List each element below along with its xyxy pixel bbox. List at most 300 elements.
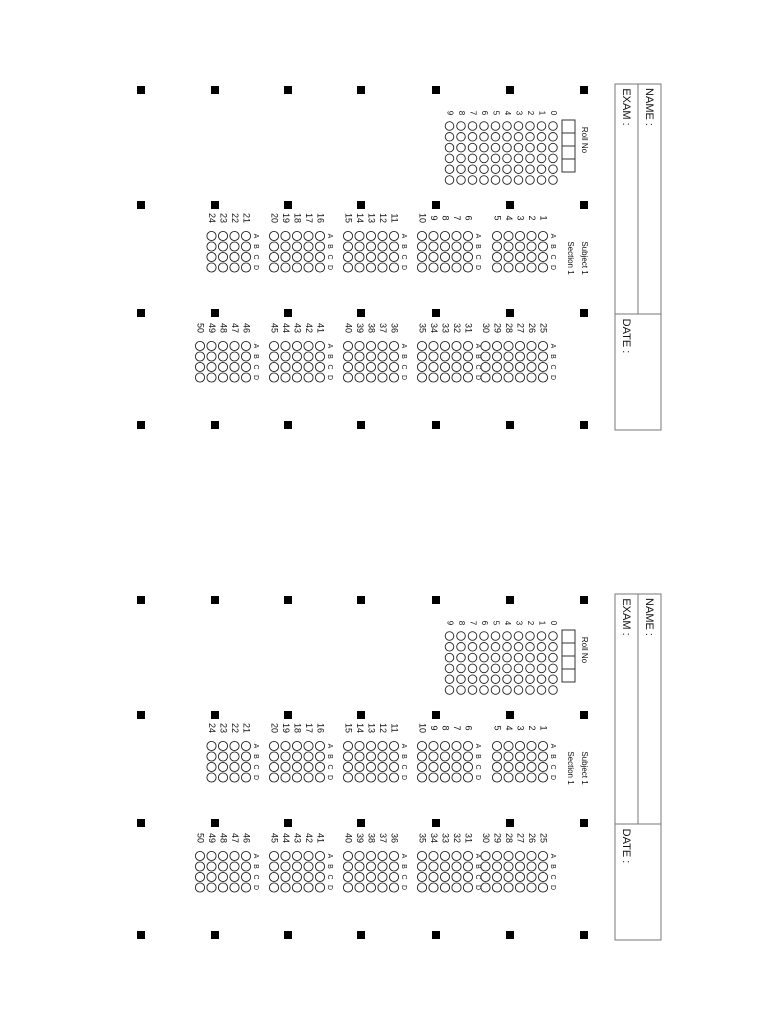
answer-bubble[interactable] [389, 242, 398, 251]
answer-bubble[interactable] [429, 872, 438, 881]
answer-bubble[interactable] [417, 752, 426, 761]
answer-bubble[interactable] [452, 252, 461, 261]
answer-bubble[interactable] [378, 741, 387, 750]
answer-bubble[interactable] [504, 851, 513, 860]
answer-bubble[interactable] [504, 862, 513, 871]
answer-bubble[interactable] [492, 352, 501, 361]
answer-bubble[interactable] [230, 872, 239, 881]
answer-bubble[interactable] [292, 252, 301, 261]
roll-no-entry-box[interactable] [562, 630, 575, 643]
answer-bubble[interactable] [281, 851, 290, 860]
roll-bubble[interactable] [537, 165, 546, 174]
answer-bubble[interactable] [463, 762, 472, 771]
name-label[interactable]: NAME : [643, 598, 656, 636]
answer-bubble[interactable] [452, 883, 461, 892]
answer-bubble[interactable] [452, 352, 461, 361]
answer-bubble[interactable] [241, 352, 250, 361]
answer-bubble[interactable] [429, 352, 438, 361]
roll-bubble[interactable] [549, 686, 558, 695]
answer-bubble[interactable] [304, 862, 313, 871]
roll-bubble[interactable] [537, 176, 546, 185]
answer-bubble[interactable] [440, 872, 449, 881]
answer-bubble[interactable] [538, 773, 547, 782]
roll-bubble[interactable] [549, 176, 558, 185]
roll-bubble[interactable] [457, 176, 466, 185]
answer-bubble[interactable] [389, 231, 398, 240]
roll-bubble[interactable] [491, 143, 500, 152]
answer-bubble[interactable] [355, 752, 364, 761]
roll-bubble[interactable] [480, 176, 489, 185]
answer-bubble[interactable] [355, 773, 364, 782]
roll-bubble[interactable] [480, 154, 489, 163]
answer-bubble[interactable] [452, 872, 461, 881]
answer-bubble[interactable] [230, 862, 239, 871]
answer-bubble[interactable] [389, 872, 398, 881]
answer-bubble[interactable] [527, 231, 536, 240]
roll-bubble[interactable] [468, 133, 477, 142]
answer-bubble[interactable] [515, 341, 524, 350]
roll-bubble[interactable] [445, 133, 454, 142]
answer-bubble[interactable] [429, 263, 438, 272]
answer-bubble[interactable] [538, 362, 547, 371]
answer-bubble[interactable] [355, 862, 364, 871]
answer-bubble[interactable] [218, 231, 227, 240]
roll-bubble[interactable] [549, 653, 558, 662]
answer-bubble[interactable] [440, 741, 449, 750]
answer-bubble[interactable] [481, 851, 490, 860]
roll-bubble[interactable] [468, 165, 477, 174]
answer-bubble[interactable] [492, 752, 501, 761]
roll-bubble[interactable] [526, 632, 535, 641]
answer-bubble[interactable] [304, 231, 313, 240]
roll-bubble[interactable] [537, 133, 546, 142]
roll-bubble[interactable] [480, 643, 489, 652]
answer-bubble[interactable] [504, 231, 513, 240]
answer-bubble[interactable] [417, 773, 426, 782]
roll-bubble[interactable] [549, 154, 558, 163]
answer-bubble[interactable] [389, 773, 398, 782]
roll-bubble[interactable] [514, 675, 523, 684]
answer-bubble[interactable] [389, 762, 398, 771]
answer-bubble[interactable] [481, 862, 490, 871]
roll-no-entry-box[interactable] [562, 133, 575, 146]
answer-bubble[interactable] [315, 341, 324, 350]
roll-bubble[interactable] [468, 122, 477, 131]
answer-bubble[interactable] [463, 252, 472, 261]
answer-bubble[interactable] [207, 862, 216, 871]
answer-bubble[interactable] [218, 242, 227, 251]
answer-bubble[interactable] [343, 231, 352, 240]
answer-bubble[interactable] [452, 231, 461, 240]
answer-bubble[interactable] [269, 362, 278, 371]
roll-bubble[interactable] [526, 154, 535, 163]
answer-bubble[interactable] [527, 263, 536, 272]
answer-bubble[interactable] [207, 263, 216, 272]
roll-bubble[interactable] [526, 675, 535, 684]
answer-bubble[interactable] [492, 242, 501, 251]
answer-bubble[interactable] [281, 373, 290, 382]
answer-bubble[interactable] [292, 773, 301, 782]
answer-bubble[interactable] [343, 362, 352, 371]
answer-bubble[interactable] [378, 231, 387, 240]
answer-bubble[interactable] [292, 373, 301, 382]
answer-bubble[interactable] [230, 341, 239, 350]
answer-bubble[interactable] [463, 373, 472, 382]
answer-bubble[interactable] [463, 362, 472, 371]
answer-bubble[interactable] [527, 762, 536, 771]
answer-bubble[interactable] [527, 773, 536, 782]
roll-bubble[interactable] [480, 632, 489, 641]
answer-bubble[interactable] [230, 762, 239, 771]
answer-bubble[interactable] [538, 263, 547, 272]
answer-bubble[interactable] [440, 362, 449, 371]
answer-bubble[interactable] [378, 752, 387, 761]
roll-bubble[interactable] [537, 664, 546, 673]
answer-bubble[interactable] [292, 741, 301, 750]
roll-bubble[interactable] [480, 133, 489, 142]
answer-bubble[interactable] [389, 883, 398, 892]
answer-bubble[interactable] [452, 752, 461, 761]
answer-bubble[interactable] [315, 741, 324, 750]
answer-bubble[interactable] [515, 373, 524, 382]
answer-bubble[interactable] [355, 762, 364, 771]
roll-bubble[interactable] [514, 133, 523, 142]
answer-bubble[interactable] [230, 231, 239, 240]
answer-bubble[interactable] [452, 341, 461, 350]
answer-bubble[interactable] [355, 851, 364, 860]
answer-bubble[interactable] [527, 352, 536, 361]
answer-bubble[interactable] [355, 263, 364, 272]
name-label[interactable]: NAME : [643, 88, 656, 126]
answer-bubble[interactable] [343, 352, 352, 361]
answer-bubble[interactable] [463, 862, 472, 871]
answer-bubble[interactable] [417, 851, 426, 860]
answer-bubble[interactable] [343, 252, 352, 261]
answer-bubble[interactable] [492, 862, 501, 871]
answer-bubble[interactable] [538, 373, 547, 382]
answer-bubble[interactable] [304, 872, 313, 881]
answer-bubble[interactable] [343, 851, 352, 860]
answer-bubble[interactable] [281, 883, 290, 892]
roll-bubble[interactable] [457, 675, 466, 684]
answer-bubble[interactable] [343, 242, 352, 251]
answer-bubble[interactable] [218, 352, 227, 361]
answer-bubble[interactable] [241, 872, 250, 881]
answer-bubble[interactable] [218, 872, 227, 881]
roll-bubble[interactable] [491, 154, 500, 163]
roll-bubble[interactable] [503, 653, 512, 662]
roll-bubble[interactable] [537, 643, 546, 652]
answer-bubble[interactable] [527, 883, 536, 892]
answer-bubble[interactable] [440, 341, 449, 350]
answer-bubble[interactable] [281, 741, 290, 750]
answer-bubble[interactable] [315, 773, 324, 782]
answer-bubble[interactable] [218, 263, 227, 272]
answer-bubble[interactable] [538, 252, 547, 261]
answer-bubble[interactable] [440, 373, 449, 382]
roll-bubble[interactable] [445, 664, 454, 673]
roll-bubble[interactable] [457, 143, 466, 152]
answer-bubble[interactable] [366, 862, 375, 871]
answer-bubble[interactable] [207, 252, 216, 261]
answer-bubble[interactable] [389, 862, 398, 871]
answer-bubble[interactable] [417, 341, 426, 350]
answer-bubble[interactable] [538, 752, 547, 761]
roll-bubble[interactable] [491, 122, 500, 131]
roll-bubble[interactable] [503, 165, 512, 174]
answer-bubble[interactable] [492, 252, 501, 261]
answer-bubble[interactable] [492, 762, 501, 771]
answer-bubble[interactable] [452, 862, 461, 871]
roll-bubble[interactable] [468, 143, 477, 152]
answer-bubble[interactable] [195, 352, 204, 361]
answer-bubble[interactable] [315, 352, 324, 361]
answer-bubble[interactable] [281, 872, 290, 881]
roll-bubble[interactable] [514, 664, 523, 673]
answer-bubble[interactable] [281, 862, 290, 871]
answer-bubble[interactable] [315, 242, 324, 251]
answer-bubble[interactable] [343, 373, 352, 382]
answer-bubble[interactable] [281, 341, 290, 350]
roll-no-entry-box[interactable] [562, 120, 575, 133]
answer-bubble[interactable] [515, 862, 524, 871]
answer-bubble[interactable] [481, 872, 490, 881]
roll-bubble[interactable] [457, 664, 466, 673]
answer-bubble[interactable] [452, 242, 461, 251]
answer-bubble[interactable] [538, 862, 547, 871]
roll-bubble[interactable] [503, 686, 512, 695]
roll-bubble[interactable] [514, 154, 523, 163]
answer-bubble[interactable] [230, 263, 239, 272]
answer-bubble[interactable] [269, 373, 278, 382]
answer-bubble[interactable] [343, 741, 352, 750]
roll-bubble[interactable] [549, 165, 558, 174]
roll-bubble[interactable] [514, 653, 523, 662]
answer-bubble[interactable] [195, 851, 204, 860]
answer-bubble[interactable] [452, 263, 461, 272]
answer-bubble[interactable] [292, 862, 301, 871]
answer-bubble[interactable] [463, 741, 472, 750]
answer-bubble[interactable] [315, 862, 324, 871]
answer-bubble[interactable] [241, 773, 250, 782]
answer-bubble[interactable] [429, 341, 438, 350]
answer-bubble[interactable] [304, 352, 313, 361]
answer-bubble[interactable] [440, 231, 449, 240]
roll-bubble[interactable] [514, 143, 523, 152]
answer-bubble[interactable] [504, 362, 513, 371]
answer-bubble[interactable] [389, 362, 398, 371]
answer-bubble[interactable] [207, 872, 216, 881]
answer-bubble[interactable] [463, 883, 472, 892]
answer-bubble[interactable] [389, 851, 398, 860]
answer-bubble[interactable] [527, 242, 536, 251]
answer-bubble[interactable] [292, 263, 301, 272]
answer-bubble[interactable] [218, 762, 227, 771]
answer-bubble[interactable] [429, 252, 438, 261]
answer-bubble[interactable] [527, 851, 536, 860]
answer-bubble[interactable] [281, 362, 290, 371]
roll-bubble[interactable] [457, 165, 466, 174]
roll-bubble[interactable] [549, 675, 558, 684]
roll-bubble[interactable] [491, 675, 500, 684]
roll-bubble[interactable] [445, 643, 454, 652]
answer-bubble[interactable] [218, 752, 227, 761]
answer-bubble[interactable] [230, 373, 239, 382]
answer-bubble[interactable] [207, 773, 216, 782]
answer-bubble[interactable] [315, 263, 324, 272]
answer-bubble[interactable] [366, 851, 375, 860]
answer-bubble[interactable] [343, 872, 352, 881]
answer-bubble[interactable] [463, 263, 472, 272]
answer-bubble[interactable] [538, 231, 547, 240]
answer-bubble[interactable] [207, 352, 216, 361]
roll-bubble[interactable] [457, 643, 466, 652]
answer-bubble[interactable] [241, 263, 250, 272]
answer-bubble[interactable] [292, 352, 301, 361]
answer-bubble[interactable] [440, 352, 449, 361]
answer-bubble[interactable] [492, 362, 501, 371]
answer-bubble[interactable] [378, 341, 387, 350]
answer-bubble[interactable] [343, 862, 352, 871]
answer-bubble[interactable] [241, 752, 250, 761]
answer-bubble[interactable] [355, 352, 364, 361]
answer-bubble[interactable] [538, 741, 547, 750]
answer-bubble[interactable] [515, 252, 524, 261]
answer-bubble[interactable] [504, 373, 513, 382]
roll-bubble[interactable] [526, 686, 535, 695]
answer-bubble[interactable] [440, 252, 449, 261]
answer-bubble[interactable] [538, 872, 547, 881]
answer-bubble[interactable] [343, 341, 352, 350]
answer-bubble[interactable] [230, 741, 239, 750]
answer-bubble[interactable] [315, 883, 324, 892]
answer-bubble[interactable] [429, 362, 438, 371]
answer-bubble[interactable] [269, 242, 278, 251]
answer-bubble[interactable] [378, 263, 387, 272]
answer-bubble[interactable] [315, 872, 324, 881]
roll-bubble[interactable] [514, 165, 523, 174]
answer-bubble[interactable] [515, 263, 524, 272]
roll-bubble[interactable] [491, 165, 500, 174]
answer-bubble[interactable] [281, 242, 290, 251]
answer-bubble[interactable] [492, 231, 501, 240]
roll-bubble[interactable] [514, 686, 523, 695]
roll-bubble[interactable] [445, 686, 454, 695]
answer-bubble[interactable] [207, 883, 216, 892]
answer-bubble[interactable] [355, 362, 364, 371]
answer-bubble[interactable] [452, 362, 461, 371]
answer-bubble[interactable] [463, 352, 472, 361]
roll-bubble[interactable] [503, 632, 512, 641]
exam-label[interactable]: EXAM : [620, 88, 633, 126]
answer-bubble[interactable] [515, 872, 524, 881]
answer-bubble[interactable] [304, 883, 313, 892]
answer-bubble[interactable] [281, 352, 290, 361]
answer-bubble[interactable] [230, 883, 239, 892]
answer-bubble[interactable] [269, 352, 278, 361]
roll-bubble[interactable] [457, 632, 466, 641]
answer-bubble[interactable] [304, 263, 313, 272]
answer-bubble[interactable] [452, 851, 461, 860]
answer-bubble[interactable] [504, 352, 513, 361]
roll-bubble[interactable] [537, 675, 546, 684]
answer-bubble[interactable] [355, 872, 364, 881]
answer-bubble[interactable] [281, 231, 290, 240]
answer-bubble[interactable] [452, 741, 461, 750]
answer-bubble[interactable] [230, 773, 239, 782]
answer-bubble[interactable] [292, 362, 301, 371]
answer-bubble[interactable] [515, 851, 524, 860]
answer-bubble[interactable] [515, 362, 524, 371]
roll-bubble[interactable] [468, 632, 477, 641]
answer-bubble[interactable] [378, 762, 387, 771]
answer-bubble[interactable] [315, 362, 324, 371]
roll-bubble[interactable] [480, 653, 489, 662]
answer-bubble[interactable] [527, 362, 536, 371]
answer-bubble[interactable] [429, 242, 438, 251]
answer-bubble[interactable] [452, 773, 461, 782]
roll-bubble[interactable] [468, 176, 477, 185]
date-label[interactable]: DATE : [620, 318, 633, 354]
answer-bubble[interactable] [315, 752, 324, 761]
answer-bubble[interactable] [315, 851, 324, 860]
answer-bubble[interactable] [504, 741, 513, 750]
answer-bubble[interactable] [515, 883, 524, 892]
roll-bubble[interactable] [526, 133, 535, 142]
roll-bubble[interactable] [549, 122, 558, 131]
answer-bubble[interactable] [515, 752, 524, 761]
answer-bubble[interactable] [207, 752, 216, 761]
answer-bubble[interactable] [492, 741, 501, 750]
answer-bubble[interactable] [429, 373, 438, 382]
answer-bubble[interactable] [378, 242, 387, 251]
answer-bubble[interactable] [504, 883, 513, 892]
answer-bubble[interactable] [218, 252, 227, 261]
answer-bubble[interactable] [389, 252, 398, 261]
answer-bubble[interactable] [218, 373, 227, 382]
roll-no-entry-box[interactable] [562, 656, 575, 669]
roll-bubble[interactable] [468, 664, 477, 673]
answer-bubble[interactable] [429, 741, 438, 750]
answer-bubble[interactable] [281, 773, 290, 782]
answer-bubble[interactable] [195, 872, 204, 881]
answer-bubble[interactable] [218, 341, 227, 350]
answer-bubble[interactable] [538, 883, 547, 892]
roll-bubble[interactable] [491, 686, 500, 695]
roll-bubble[interactable] [526, 122, 535, 131]
answer-bubble[interactable] [504, 263, 513, 272]
answer-bubble[interactable] [241, 741, 250, 750]
answer-bubble[interactable] [429, 773, 438, 782]
answer-bubble[interactable] [417, 762, 426, 771]
roll-bubble[interactable] [549, 643, 558, 652]
answer-bubble[interactable] [207, 851, 216, 860]
answer-bubble[interactable] [315, 252, 324, 261]
answer-bubble[interactable] [269, 752, 278, 761]
roll-bubble[interactable] [480, 143, 489, 152]
answer-bubble[interactable] [538, 341, 547, 350]
answer-bubble[interactable] [304, 341, 313, 350]
answer-bubble[interactable] [292, 851, 301, 860]
answer-bubble[interactable] [304, 252, 313, 261]
answer-bubble[interactable] [281, 252, 290, 261]
roll-bubble[interactable] [445, 143, 454, 152]
answer-bubble[interactable] [429, 883, 438, 892]
roll-bubble[interactable] [445, 653, 454, 662]
answer-bubble[interactable] [440, 851, 449, 860]
answer-bubble[interactable] [230, 752, 239, 761]
answer-bubble[interactable] [378, 362, 387, 371]
